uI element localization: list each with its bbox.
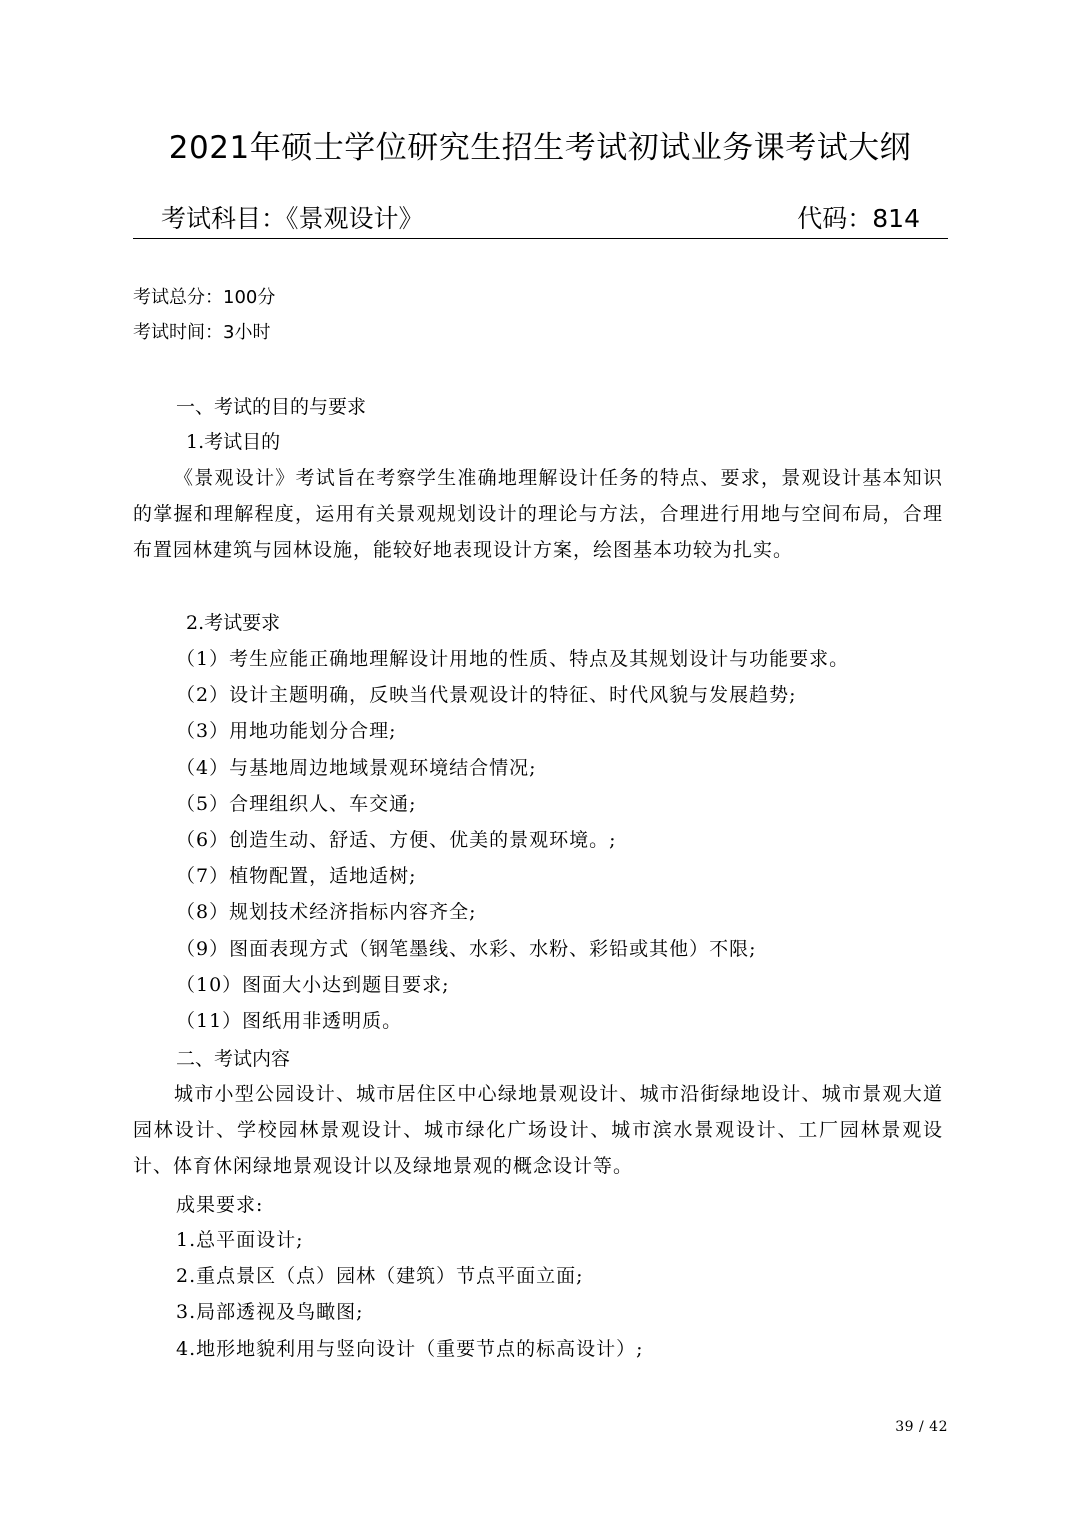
section-heading-content: 二、考试内容: [176, 1048, 291, 1070]
list-item: （9）图面表现方式（钢笔墨线、水彩、水粉、彩铅或其他）不限;: [176, 937, 757, 960]
results-list: [176, 1222, 644, 1367]
list-item: （3）用地功能划分合理;: [176, 720, 397, 743]
list-item: 3.局部透视及鸟瞰图;: [176, 1301, 364, 1324]
requirements-list: [176, 641, 849, 1039]
content-paragraph: 城市小型公园设计、城市居住区中心绿地景观设计、城市沿街绿地设计、城市景观大道园林设计、学校园林景观设计、城市绿化广场设计、城市滨水景观设计、工厂园林景观设计、体育休闲绿地景观设计以及绿地景观的概念设计等。: [133, 1083, 943, 1178]
list-item: （1）考生应能正确地理解设计用地的性质、特点及其规划设计与功能要求。: [176, 648, 850, 670]
list-item: 1.总平面设计;: [176, 1229, 304, 1251]
total-score: 考试总分：100分: [133, 287, 276, 308]
list-item: （10）图面大小达到题目要求;: [176, 973, 450, 996]
purpose-paragraph: 《景观设计》考试旨在考察学生准确地理解设计任务的特点、要求，景观设计基本知识的掌握和理解程度，运用有关景观规划设计的理论与方法，合理进行用地与空间布局，合理布置园林建筑与园林设施，能较好地表现设计方案，绘图基本功较为扎实。: [133, 467, 943, 562]
list-item: （2）设计主题明确，反映当代景观设计的特征、时代风貌与发展趋势;: [176, 684, 797, 707]
exam-subject: 考试科目：《景观设计》: [161, 204, 424, 233]
list-item: （7）植物配置，适地适树;: [176, 865, 417, 888]
exam-time: 考试时间：3小时: [133, 322, 271, 343]
list-item: （6）创造生动、舒适、方便、优美的景观环境。;: [176, 828, 617, 851]
list-item: （11）图纸用非透明质。: [176, 1009, 403, 1032]
document-title: 2021年硕士学位研究生招生考试初试业务课考试大纲: [168, 130, 912, 166]
exam-code: 代码：814: [797, 204, 920, 233]
subject-row: [133, 200, 948, 239]
list-item: （5）合理组织人、车交通;: [176, 792, 417, 815]
section-heading-purpose-requirements: 一、考试的目的与要求: [176, 396, 367, 418]
list-item: （8）规划技术经济指标内容齐全;: [176, 901, 477, 924]
purpose-heading: 1.考试目的: [186, 431, 281, 453]
page-number: 39 / 42: [895, 1419, 948, 1435]
list-item: （4）与基地周边地域景观环境结合情况;: [176, 756, 537, 779]
requirements-heading: 2.考试要求: [186, 612, 281, 634]
list-item: 2.重点景区（点）园林（建筑）节点平面立面;: [176, 1265, 584, 1288]
list-item: 4.地形地貌利用与竖向设计（重要节点的标高设计）;: [176, 1337, 644, 1360]
results-heading: 成果要求:: [176, 1194, 264, 1216]
